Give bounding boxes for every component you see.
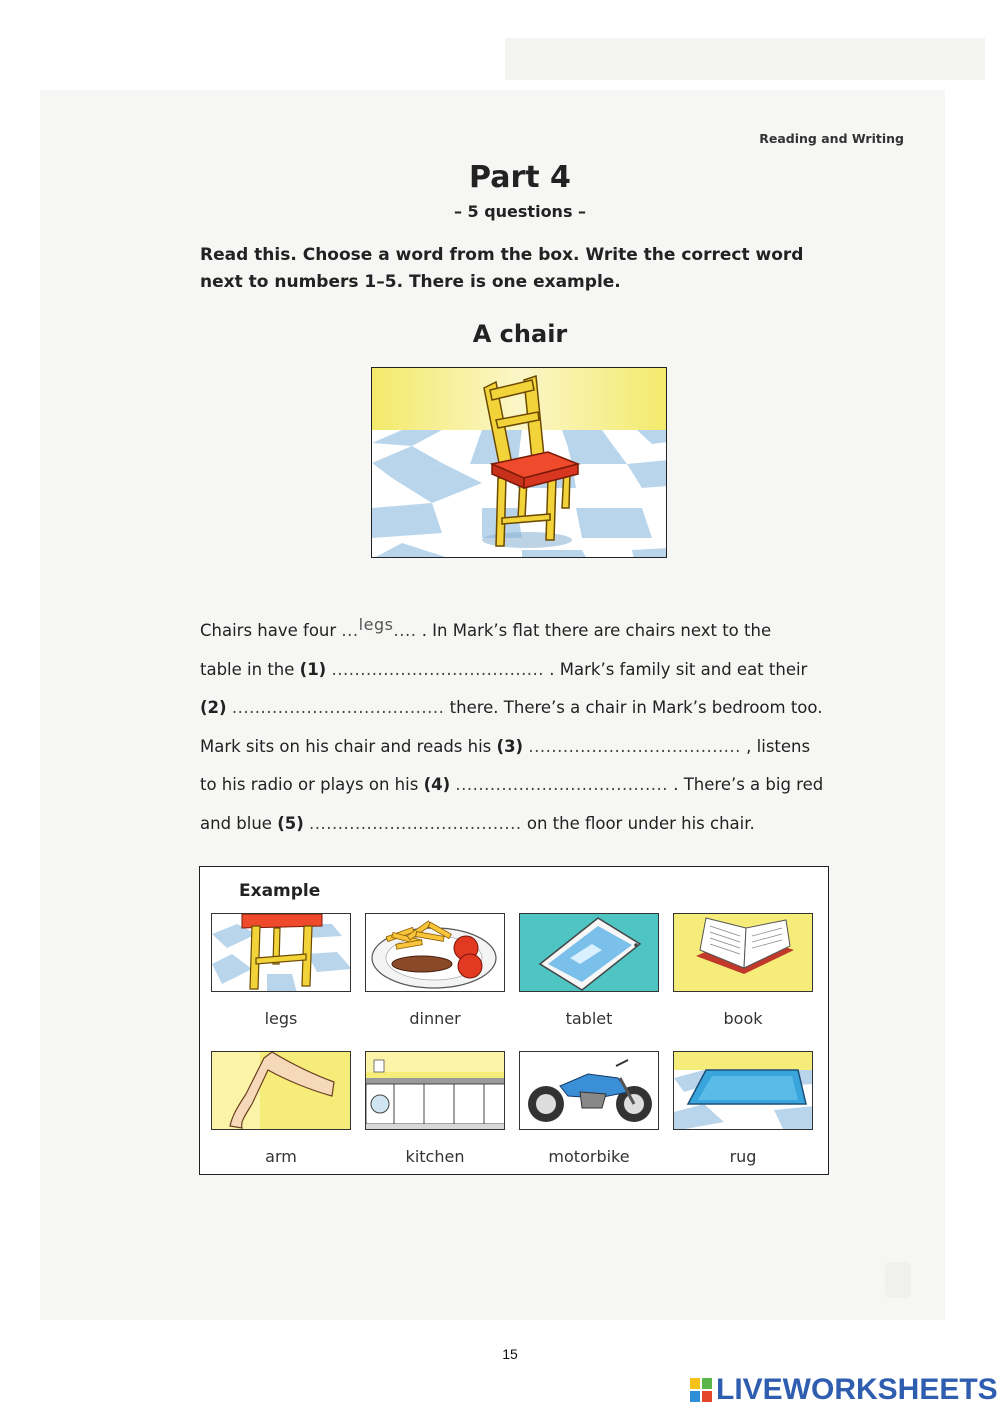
- answer-blank-3[interactable]: .....................................: [528, 736, 741, 756]
- word-option: motorbike: [548, 1147, 630, 1166]
- rug-icon: [673, 1051, 813, 1130]
- scan-shadow-top: [505, 38, 985, 80]
- part-subtitle: – 5 questions –: [453, 202, 587, 221]
- word-option: kitchen: [405, 1147, 465, 1166]
- question-number: (2): [200, 698, 227, 718]
- story-line: [200, 651, 840, 690]
- story-line: [200, 728, 840, 767]
- question-number: (5): [277, 813, 304, 833]
- example-answer: legs: [358, 615, 394, 634]
- story-text-segment: Mark sits on his chair and reads his: [200, 736, 497, 756]
- kitchen-icon: [365, 1051, 505, 1130]
- story-text-segment: and blue: [200, 813, 278, 833]
- story-text-segment: , listens: [746, 736, 811, 756]
- liveworksheets-logo-icon: [690, 1378, 712, 1402]
- story-text-segment: table in the: [200, 659, 300, 679]
- question-number: (4): [423, 775, 451, 795]
- word-option: rug: [729, 1147, 757, 1166]
- chair-legs-icon: [211, 913, 351, 992]
- part-title: Part 4: [469, 160, 571, 195]
- question-number: (3): [496, 736, 524, 756]
- question-number: (1): [299, 659, 327, 679]
- scan-mark: [885, 1262, 911, 1298]
- story-text-segment: Chairs have four: [200, 621, 342, 640]
- brand-name: LIVEWORKSHEETS: [716, 1373, 998, 1406]
- story-line: [200, 612, 840, 651]
- story-text-segment: to his radio or plays on his: [200, 775, 424, 795]
- story-text-segment: . There’s a big red: [673, 775, 824, 795]
- word-option: dinner: [409, 1009, 461, 1028]
- story-line: [200, 766, 840, 805]
- answer-blank-5[interactable]: .....................................: [309, 813, 522, 833]
- example-label: Example: [239, 881, 321, 901]
- story-text-segment: . Mark’s family sit and eat their: [549, 659, 808, 679]
- word-option: book: [723, 1009, 763, 1028]
- answer-blank-example: ...legs....: [341, 615, 417, 640]
- story-text-segment: there. There’s a chair in Mark’s bedroom too.: [449, 698, 823, 718]
- tablet-icon: [519, 913, 659, 992]
- answer-blank-4[interactable]: .....................................: [455, 775, 668, 795]
- instructions-line: next to numbers 1–5. There is one example.: [200, 272, 621, 292]
- liveworksheets-brand[interactable]: [690, 1372, 998, 1408]
- answer-blank-1[interactable]: .....................................: [331, 659, 545, 679]
- dinner-plate-icon: [365, 913, 505, 992]
- story-line: [200, 689, 840, 728]
- word-option: arm: [265, 1147, 297, 1166]
- instructions: [200, 242, 820, 296]
- answer-blank-2[interactable]: .....................................: [231, 698, 445, 718]
- story-text-segment: on the floor under his chair.: [526, 813, 755, 833]
- chair-illustration: [371, 367, 667, 558]
- section-label: Reading and Writing: [759, 131, 904, 146]
- open-book-icon: [673, 913, 813, 992]
- story-text-segment: . In Mark’s flat there are chairs next to the: [421, 621, 772, 640]
- story-text: [200, 612, 840, 844]
- arm-icon: [211, 1051, 351, 1130]
- word-option: legs: [264, 1009, 298, 1028]
- story-title: A chair: [472, 320, 568, 348]
- instructions-line: Read this. Choose a word from the box. Write the correct word: [200, 245, 804, 265]
- word-box: [199, 866, 829, 1175]
- story-line: [200, 805, 840, 844]
- word-option: tablet: [565, 1009, 613, 1028]
- page-number: 15: [502, 1346, 518, 1362]
- motorbike-icon: [519, 1051, 659, 1130]
